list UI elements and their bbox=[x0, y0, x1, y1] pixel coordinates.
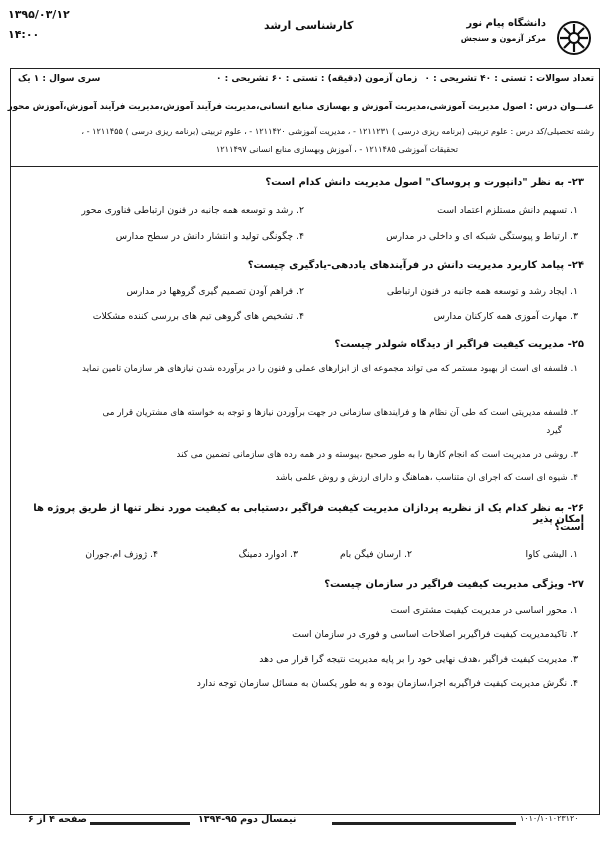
q25-option-1[interactable]: ۱. فلسفه ای است از بهبود مستمر که می تواند مجموعه ای از ابزارهای عملی و فنون را در برآورده شدن نیازهای هر سازمان تامین نماید bbox=[81, 364, 578, 374]
q25-option-2-cont: گیرد bbox=[546, 426, 562, 436]
q24-option-2[interactable]: ۲. فراهم آودن تصمیم گیری گروهها در مدارس bbox=[126, 286, 304, 297]
center-name: مرکز آزمون و سنجش bbox=[460, 34, 546, 43]
exam-code: ۱۰۱۰/۱۰۱۰۲۳۱۲۰ bbox=[520, 814, 579, 823]
exam-duration: زمان آزمون (دقیقه) : تستی : ۶۰ تشریحی : ۰ bbox=[216, 74, 418, 84]
questions-count: تعداد سوالات : تستی : ۴۰ تشریحی : ۰ bbox=[424, 74, 594, 84]
university-logo bbox=[556, 20, 592, 56]
q24-option-4[interactable]: ۴. تشخیص های گروهی تیم های بررسی کننده مشکلات bbox=[92, 311, 304, 322]
q23-option-4[interactable]: ۴. چگونگی تولید و انتشار دانش در سطح مدارس bbox=[115, 231, 304, 242]
exam-page bbox=[6, 6, 598, 853]
q27-option-4[interactable]: ۴. نگرش مدیریت کیفیت فراگیربه اجرا،سازمان بوده و به طور یکسان به مسائل سازمان توجه ندارد bbox=[196, 678, 578, 689]
q25-option-2[interactable]: ۲. فلسفه مدیریتی است که طی آن نظام ها و فرایندهای سازمانی در جهت برآوردن نیازها و توجه به خواسته های مشتریان قرار می bbox=[102, 408, 578, 418]
footer-rule-left bbox=[90, 822, 190, 825]
q27-option-3[interactable]: ۳. مدیریت کیفیت فراگیر ،هدف نهایی خود را بر پایه مدیریت نتیجه گرا قرار می دهد bbox=[259, 654, 578, 665]
q26-option-2[interactable]: ۲. ارسان فیگن بام bbox=[340, 549, 412, 560]
page-number: صفحه ۴ از ۶ bbox=[28, 814, 87, 825]
course-title: عنـــوان درس : اصول مدیریت آموزشی،مدیریت آموزش و بهسازی منابع انسانی،مدیریت فرآیند آموزش،مدیریت فرآیند آموزش،آموزش محور bbox=[7, 102, 594, 112]
q24-option-3[interactable]: ۳. مهارت آموزی همه کارکنان مدارس bbox=[433, 311, 578, 322]
q27-option-1[interactable]: ۱. محور اساسی در مدیریت کیفیت مشتری است bbox=[390, 605, 578, 616]
q25-option-3[interactable]: ۳. روشی در مدیریت است که انجام کارها را به طور صحیح ،پیوسته و در همه رده های سازمانی تضمین می کند bbox=[176, 450, 578, 460]
q26-option-4[interactable]: ۴. ژوزف ام.جوران bbox=[85, 549, 158, 560]
semester: نیمسال دوم ۹۵-۱۳۹۴ bbox=[198, 814, 297, 825]
question-26: ۲۶- به نظر کدام یک از نظریه پردازان مدیریت کیفیت فراگیر ،دستیابی به کیفیت مورد نظر تنها از طریق پروژه ها امکان پذیر bbox=[33, 503, 584, 525]
exam-time: ۱۴:۰۰ bbox=[8, 28, 40, 41]
q23-option-2[interactable]: ۲. رشد و توسعه همه جانبه در فنون ارتباطی فناوری محور bbox=[81, 205, 304, 216]
question-24: ۲۴- پیامد کاربرد مدیریت دانش در فرآیندهای یاددهی-یادگیری چیست؟ bbox=[247, 260, 584, 271]
header-divider bbox=[10, 166, 598, 167]
q23-option-3[interactable]: ۳. ارتباط و پیوستگی شبکه ای و داخلی در مدارس bbox=[386, 231, 578, 242]
question-23: ۲۳- به نظر "دانپورت و پروساک" اصول مدیریت دانش کدام است؟ bbox=[265, 177, 584, 188]
question-27: ۲۷- ویژگی مدیریت کیفیت فراگیر در سازمان چیست؟ bbox=[324, 579, 584, 590]
field-of-study-line2: تحقیقات آموزشی ۱۲۱۱۴۸۵ - ، آموزش وبهسازی منابع انسانی ۱۲۱۱۴۹۷ bbox=[215, 144, 458, 154]
q26-option-3[interactable]: ۳. ادوارد دمینگ bbox=[238, 549, 298, 560]
exam-title: کارشناسی ارشد bbox=[264, 19, 354, 32]
q26-option-1[interactable]: ۱. الیشی کاوا bbox=[525, 549, 578, 560]
q24-option-1[interactable]: ۱. ایجاد رشد و توسعه همه جانبه در فنون ارتباطی bbox=[386, 286, 578, 297]
q25-option-4[interactable]: ۴. شیوه ای است که اجرای ان متناسب ،هماهنگ و دارای ارزش و روش علمی باشد bbox=[275, 473, 578, 483]
field-of-study-line1: رشته تحصیلی/کد درس : علوم تربیتی (برنامه ریزی درسی ) ۱۲۱۱۲۳۱ - ، مدیریت آموزشی ۱۲۱۱۴۲۰ - ، علوم تربیتی (برنامه ریزی درسی ) ۱۲۱۱۴۵۵ - ، bbox=[81, 126, 594, 136]
question-25: ۲۵- مدیریت کیفیت فراگیر از دیدگاه شولدر چیست؟ bbox=[334, 339, 584, 350]
q27-option-2[interactable]: ۲. تاکیدمدیریت کیفیت فراگیربر اصلاحات اساسی و فوری در سازمان است bbox=[292, 629, 578, 640]
question-series: سری سوال : ۱ یک bbox=[18, 74, 101, 84]
exam-date: ۱۳۹۵/۰۳/۱۲ bbox=[8, 8, 70, 21]
q23-option-1[interactable]: ۱. تسهیم دانش مستلزم اعتماد است bbox=[437, 205, 578, 216]
question-26-cont: است؟ bbox=[554, 522, 584, 533]
footer-rule-right bbox=[332, 822, 516, 825]
university-name: دانشگاه پیام نور bbox=[466, 18, 546, 29]
